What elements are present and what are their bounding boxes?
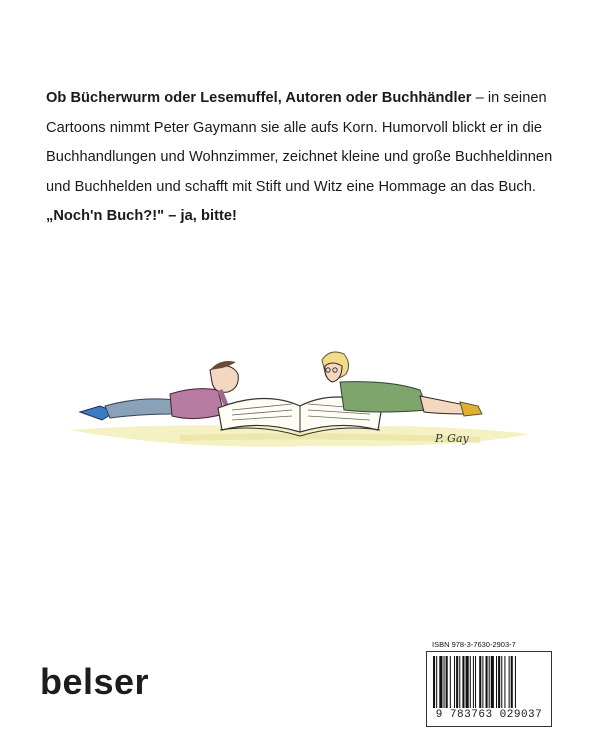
barcode-bar xyxy=(462,656,464,708)
barcode-bar xyxy=(456,656,458,708)
barcode-bar xyxy=(486,656,488,708)
barcode-bar xyxy=(470,656,471,708)
cartoon-illustration xyxy=(60,330,540,480)
barcode-bar xyxy=(450,656,451,708)
barcode-bar xyxy=(515,656,516,708)
barcode-bar xyxy=(439,656,442,708)
barcode-bar xyxy=(446,656,448,708)
artist-signature: P. Gay xyxy=(435,432,469,445)
barcode-bar xyxy=(473,656,474,708)
blurb-bold-intro: Ob Bücherwurm oder Lesemuffel, Autoren oder Buchhändler xyxy=(46,90,472,106)
barcode-bar xyxy=(491,656,494,708)
right-reader-figure xyxy=(322,352,482,416)
barcode-bar xyxy=(498,656,500,708)
isbn-label: ISBN 978-3-7630-2903-7 xyxy=(432,640,516,649)
barcode-bars xyxy=(433,656,545,708)
barcode-bar xyxy=(509,656,510,708)
barcode-bar xyxy=(482,656,483,708)
barcode-bar xyxy=(511,656,513,708)
barcode-bar xyxy=(501,656,502,708)
blurb-body: – in seinen Cartoons nimmt Peter Gaymann sie alle aufs Korn. Humorvoll blickt er in die Buchhandlungen und Wohnzimmer, zeichnet kleine und große Buchheldinnen und Buchhelden und schafft mit Stift und Witz eine Hommage an das Buch. xyxy=(46,90,553,195)
barcode-bar xyxy=(454,656,455,708)
barcode-bar xyxy=(504,656,505,708)
blurb-bold-closing: „Noch'n Buch?!" – ja, bitte! xyxy=(46,208,237,224)
barcode-bar xyxy=(475,656,476,708)
barcode-bar xyxy=(433,656,435,708)
back-cover-blurb xyxy=(46,84,566,232)
barcode-bar xyxy=(479,656,481,708)
barcode-bar xyxy=(466,656,469,708)
barcode-bar xyxy=(496,656,497,708)
barcode xyxy=(426,651,552,727)
barcode-bar xyxy=(489,656,490,708)
barcode-bar xyxy=(444,656,445,708)
barcode-bar xyxy=(436,656,437,708)
barcode-digits: 9 783763 029037 xyxy=(435,709,543,721)
barcode-bar xyxy=(459,656,460,708)
publisher-logo: belser xyxy=(40,661,150,702)
